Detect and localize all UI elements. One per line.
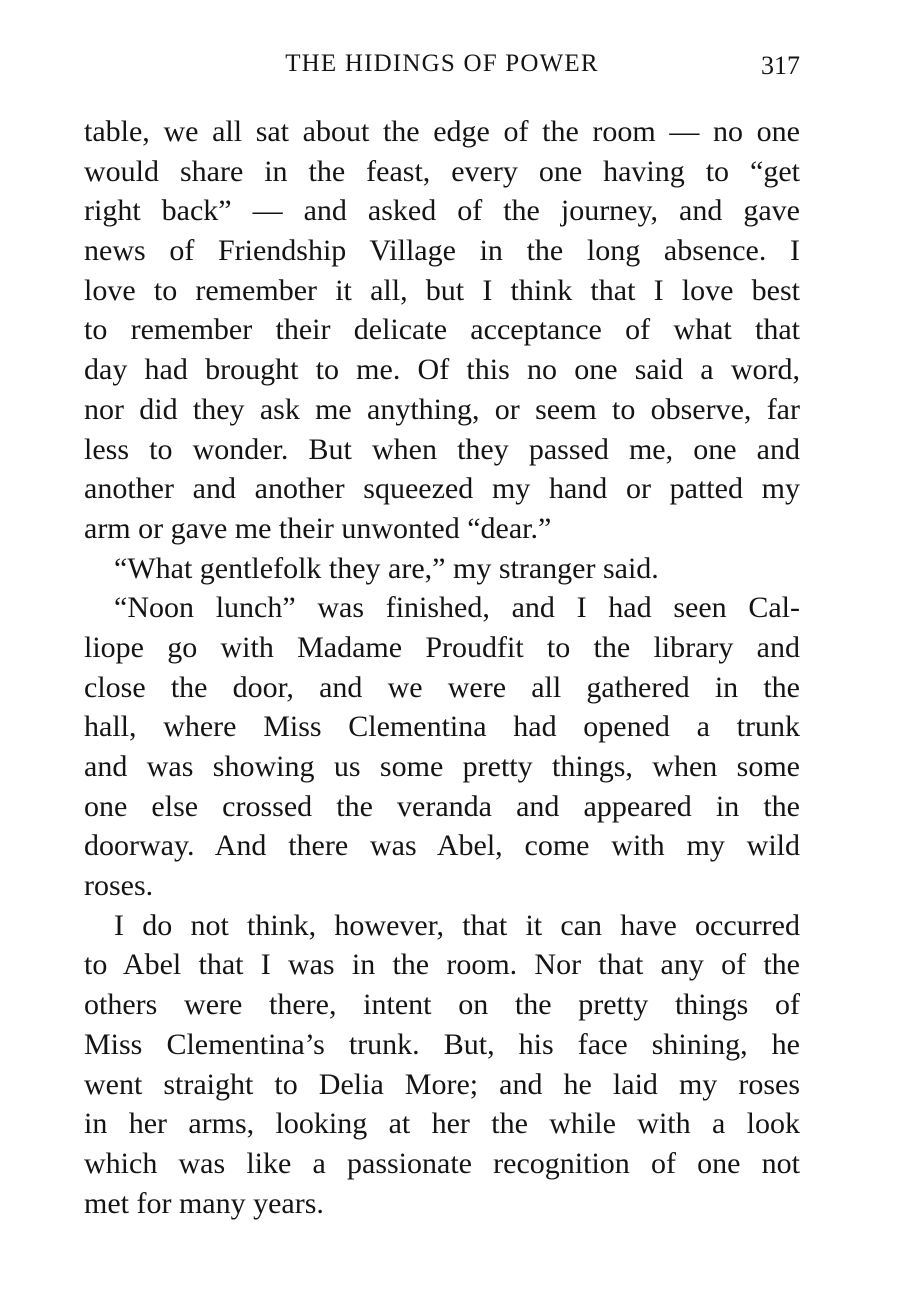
text-line: I do not think, however, that it can have occurred [114,908,800,942]
text-line: would share in the feast, every one having to “get [84,154,800,188]
text-line: others were there, intent on the pretty things of [84,988,800,1022]
text-line: close the door, and we were all gathered in the [84,670,800,704]
text-line: Miss Clementina’s trunk. But, his face shining, he [84,1027,800,1061]
text-line: less to wonder. But when they passed me, one and [84,432,800,466]
text-line: love to remember it all, but I think that I love best [84,273,800,307]
text-line: “Noon lunch” was finished, and I had seen Cal- [114,591,800,625]
body-text [84,112,800,1223]
text-line: hall, where Miss Clementina had opened a trunk [84,710,800,744]
paragraph-2 [84,549,800,589]
text-line: “What gentlefolk they are,” my stranger said. [114,551,659,585]
paragraph-4 [84,906,800,1224]
text-line: liope go with Madame Proudfit to the library and [84,630,800,664]
running-head [84,46,800,86]
text-line: another and another squeezed my hand or patted my [84,472,800,506]
text-line: right back” — and asked of the journey, and gave [84,194,800,228]
text-line: doorway. And there was Abel, come with my wild [84,829,800,863]
text-line: one else crossed the veranda and appeared in the [84,789,800,823]
paragraph-1 [84,112,800,549]
text-line: news of Friendship Village in the long absence. I [84,234,800,268]
running-title: THE HIDINGS OF POWER [285,50,599,77]
text-line: arm or gave me their unwonted “dear.” [84,511,552,545]
text-line: table, we all sat about the edge of the room — no one [84,115,800,148]
text-line: day had brought to me. Of this no one said a word, [84,353,800,387]
text-line: nor did they ask me anything, or seem to observe, far [84,392,800,426]
text-line: met for many years. [84,1186,324,1220]
text-line: to Abel that I was in the room. Nor that any of the [84,948,800,982]
paragraph-3 [84,588,800,906]
text-line: in her arms, looking at her the while with a look [84,1107,800,1141]
text-line: went straight to Delia More; and he laid my roses [84,1067,800,1101]
text-line: and was showing us some pretty things, when some [84,750,800,783]
text-line: which was like a passionate recognition of one not [84,1146,800,1180]
text-line: to remember their delicate acceptance of what that [84,313,800,347]
page-number: 317 [761,51,800,80]
text-line: roses. [84,869,154,903]
